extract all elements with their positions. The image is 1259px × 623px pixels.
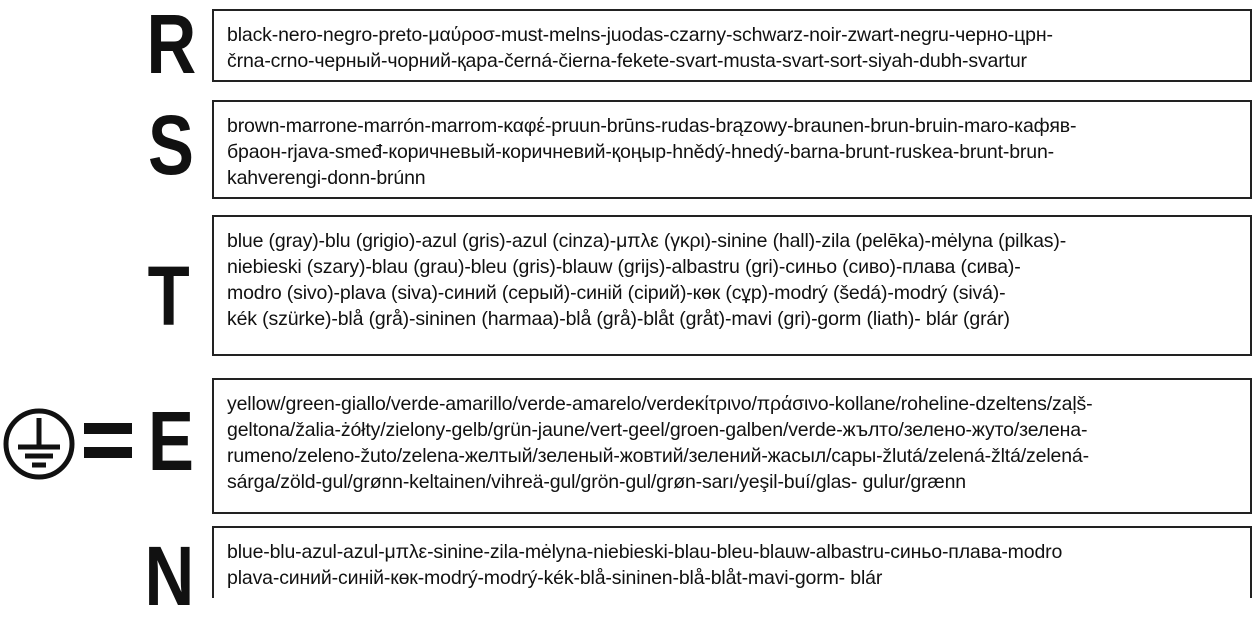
color-names-text-r: black-nero-negro-preto-μαύροσ-must-melns-juodas-czarny-schwarz-noir-zwart-negru-черно-црн- črna-crno-черный-чорний-қара-černá-čierna-fekete-svart-musta-svart-sort-siyah-dubh-svartur [227,24,1053,72]
row-letter-s: S [148,98,194,192]
color-names-box-r [212,9,1252,82]
row-letter-e: E [148,394,194,488]
row-s [0,90,1259,190]
row-r [0,0,1259,90]
equals-sign [84,419,132,463]
row-letter-t: T [147,249,190,343]
row-t [0,210,1259,360]
color-names-box-t [212,215,1252,356]
row-n [0,520,1259,623]
color-names-box-n [212,526,1252,598]
row-letter-r: R [146,0,197,91]
color-names-text-e: yellow/green-giallo/verde-amarillo/verde-amarelo/verdeκίτρινο/πράσινο-kollane/roheline-dzeltens/zaļš- geltona/žalia-żółty/zielony-gelb/grün-jaune/vert-geel/groen-galben/verde-жълто/зелено-жуто/зелена- rumeno/zeleno-žuto/zelena-желтый/зеленый-жовтий/зелений-жасыл/сары-žlutá/zelená-žltá/zelená- sárga/zöld-gul/grønn-keltainen/vihreä-gul/grön-gul/grøn-sarı/yeşil-buí/glas- gulur/grænn [227,393,1093,493]
protective-earth-icon [2,407,76,481]
row-e [0,375,1259,515]
color-names-box-e [212,378,1252,514]
color-names-text-s: brown-marrone-marrón-marrom-καφέ-pruun-brūns-rudas-brązowy-braunen-brun-bruin-maro-кафяв- браон-rjava-smeđ-коричневый-коричневий-қоңыр-hnědý-hnedý-barna-brunt-ruskea-brunt-brun- kahverengi-donn-brúnn [227,115,1077,189]
color-names-text-t: blue (gray)-blu (grigio)-azul (gris)-azul (cinza)-μπλε (γκρι)-sinine (hall)-zila (pelēka)-mėlyna (pilkas)- niebieski (szary)-blau (grau)-bleu (gris)-blauw (grijs)-albastru (gri)-синьо (сиво)-плава (сива)- modro (sivo)-plava (siva)-синий (серый)-синій (сірий)-көк (сұр)-modrý (šedá)-modrý (sivá)- kék (szürke)-blå (grå)-sininen (harmaa)-blå (grå)-blåt (gråt)-mavi (gri)-gorm (liath)- blár (grár) [227,230,1067,330]
color-names-box-s [212,100,1252,199]
row-letter-n: N [144,529,195,623]
color-names-text-n: blue-blu-azul-azul-μπλε-sinine-zila-mėlyna-niebieski-blau-bleu-blauw-albastru-синьо-плава-modro plava-синий-синій-көк-modrý-modrý-kék-blå-sininen-blå-blåt-mavi-gorm- blár [227,541,1063,589]
